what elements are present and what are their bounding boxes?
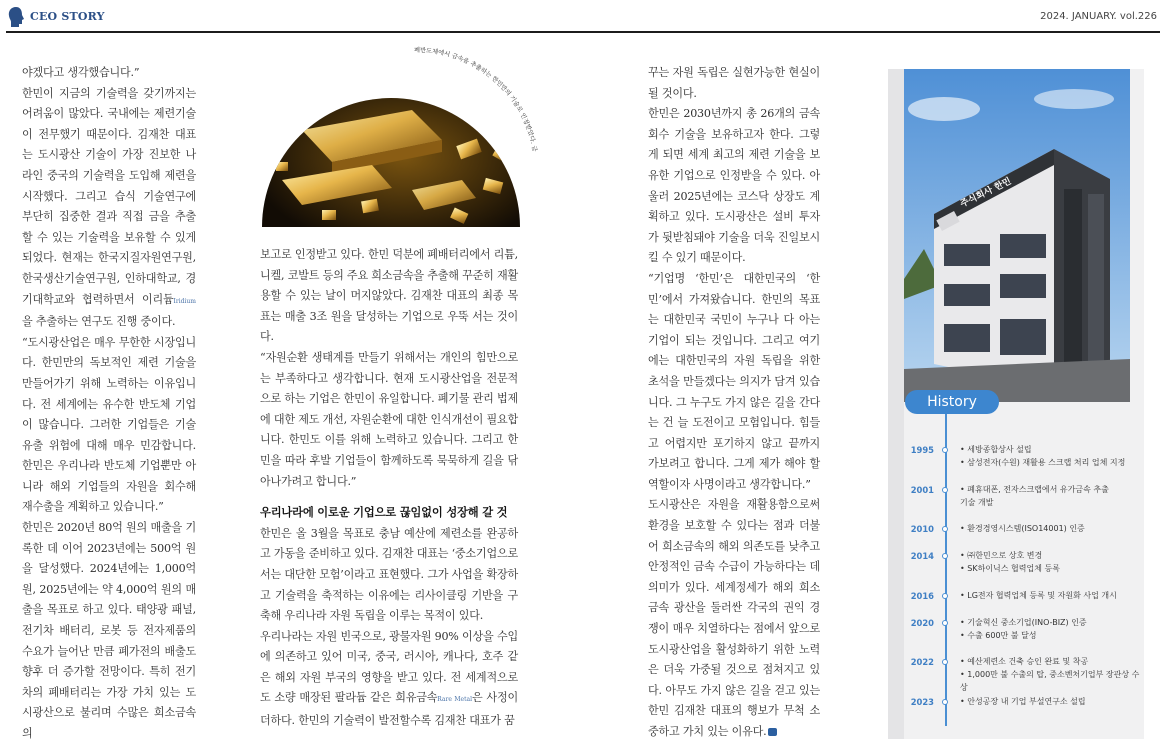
timeline-dot [942,526,948,532]
paragraph: 야겠다고 생각했습니다.” [22,66,140,79]
timeline-year: 2023 [910,697,934,707]
article-column-2 [260,245,518,732]
timeline-events: • ㈜한민으로 상호 변경 • SK하이닉스 협력업체 등록 [960,551,1060,573]
paragraph: 한민은 2020년 80억 원의 매출을 기록한 데 이어 2023년에는 500억 원을 달성했다. 2024년에는 1,000억 원, 2025년에는 약 4,000억 원의 매출을 목표로 하고 있다. 태양광 패널, 전기차 배터리, 로봇 등 전자제품의 수요가 늘어난 만큼 폐가전의 배출도 향후 더 증가할 전망이다. 특히 전기차의 폐배터리는 가장 가치 있는 도시광산으로 불리며 수많은 희소금속의 [22,521,196,740]
history-label: History [905,390,999,414]
photo-caption-text: 폐반도체에서 금속을 추출하는 한민만의 기술로 인정받았다. 금 [413,46,538,153]
paragraph: “기업명 ‘한민’은 대한민국의 ‘한민’에서 가져왔습니다. 한민의 목표는 대한민국 국민이 누구나 다 아는 기업이 되는 것입니다. 그리고 여기에는 대한민국의 자원 독립을 위한 초석을 만들겠다는 의지가 담겨 있습니다. 그 누구도 가지 않은 길을 간다는 건 늘 도전이고 모험입니다. 힘들고 어렵지만 포기하지 않고 끝까지 가보려고 합니다. 그게 제가 해야 할 역할이자 사명이라고 생각합니다.” [648,271,820,491]
timeline-year: 2022 [910,657,934,667]
paragraph: 보고로 인정받고 있다. 한민 덕분에 폐배터리에서 리튬, 니켈, 코발트 등의 주요 희소금속을 추출해 꾸준히 재활용할 수 있는 날이 머지않았다. 김재찬 대표의 최종 목표는 매출 3조 원을 달성하는 기업으로 우뚝 서는 것이다. [260,248,518,344]
timeline-events: • 환경경영시스템(ISO14001) 인증 [960,524,1085,533]
timeline-events: • 안성공장 내 기업 부설연구소 설립 [960,697,1086,706]
gloss-iridium: Iridium [173,297,196,305]
timeline-dot [942,553,948,559]
paragraph: 한민은 2030년까지 총 26개의 금속 회수 기술을 보유하고자 한다. 그렇게 되면 세계 최고의 제련 기술을 보유한 기업으로 인정받을 수 있다. 아울러 2025년에는 코스닥 상장도 계획하고 있다. 도시광산은 설비 투자가 뒷받침돼야 기술을 더욱 진일보시킬 수 있기 때문이다. [648,107,820,265]
paragraph: “도시광산업은 매우 무한한 시장입니다. 한민만의 독보적인 제련 기술을 만들어가기 위해 노력하는 이유입니다. 전 세계에는 유수한 반도체 기업이 많습니다. 그러한 기업들은 기술 유출 위험에 대해 매우 민감합니다. 한민은 우리나라 반도체 기업뿐만 아니라 해외 기업들의 자원을 회수해 재수출을 계획하고 있습니다.” [22,335,196,514]
timeline-year: 2010 [910,524,934,534]
paragraph: 우리나라는 자원 빈국으로, 광물자원 90% 이상을 수입에 의존하고 있어 미국, 중국, 러시아, 캐나다, 호주 같은 해외 자원 부국의 영향을 받고 있다. 전 세계적으로도 소량 매장된 팔라듐 같은 희유금속Rare Metal은 사정이 더하다. 한민의 기술력이 발전할수록 김재찬 대표가 꿈 [260,629,518,728]
timeline-dot [942,447,948,453]
svg-text:폐반도체에서 금속을 추출하는 한민만의 기술로 인정받았다 [414,46,539,152]
paragraph: 한민은 올 3월을 목표로 충남 예산에 제련소를 완공하고 가동을 준비하고 있다. 김재찬 대표는 ‘중소기업으로서는 대단한 모험’이라고 표현했다. 그가 사업을 확장하고 기술력을 축적하는 이유에는 리사이클링 기반을 구축해 우리나라 자원 독립을 이루는 목적이 있다. [260,526,518,623]
timeline-year: 2001 [910,485,934,495]
paragraph: 한민이 지금의 기술력을 갖기까지는 어려움이 많았다. 국내에는 제련기술이 전무했기 때문이다. 김재찬 대표는 도시광산 기술이 가장 진보한 나라인 중국의 기술력을 도입해 제련을 시작했다. 그리고 습식 기술연구에 부단히 집중한 결과 직접 금을 추출할 수 있는 기술력을 보유할 수 있게 되었다. 현재는 한국지질자원연구원, 한국생산기술연구원, 인하대학교, 경기대학교와 협력하면서 이리듐Iridium을 추출하는 연구도 진행 중이다. [22,86,196,329]
section-subheading: 우리나라에 이로운 기업으로 끊임없이 성장해 갈 것 [260,506,508,520]
ceo-profile-icon [6,6,26,28]
issue-info: 2024. JANUARY. vol.226 [1040,11,1157,22]
end-mark-icon [768,728,777,736]
sidebar-edge [888,69,904,739]
timeline-year: 2014 [910,551,934,561]
section-title: CEO STORY [30,10,105,23]
company-building-photo [904,69,1130,402]
timeline-year: 2016 [910,591,934,601]
timeline-events: • 폐휴대폰, 전자스크랩에서 유가금속 추출 기술 개발 [960,485,1109,507]
timeline-events: • LG전자 협력업체 등록 및 자원화 사업 개시 [960,591,1117,600]
article-column-1 [22,63,196,745]
timeline-year: 1995 [910,445,934,455]
timeline-events: • 예산제련소 건축 승인 완료 및 착공 • 1,000만 불 수출의 탑, 중소벤처기업부 장관상 수상 [960,657,1140,692]
timeline-events: • 기술혁신 중소기업(INO-BIZ) 인증 • 수출 600만 불 달성 [960,618,1087,640]
timeline-year: 2020 [910,618,934,628]
timeline-dot [942,699,948,705]
timeline-dot [942,659,948,665]
timeline-dot [942,593,948,599]
paragraph: 꾸는 자원 독립은 실현가능한 현실이 될 것이다. [648,66,820,100]
article-column-3 [648,63,820,743]
header-rule [6,31,1160,33]
paragraph: 도시광산은 자원을 재활용함으로써 환경을 보호할 수 있다는 점과 더불어 희소금속의 해외 의존도를 낮추고 안정적인 금속 수급이 가능하다는 데 의미가 있다. 세계정세가 해외 희소금속 광산을 둘러싼 각국의 권익 경쟁이 매우 치열하다는 점에서 앞으로 도시광산업을 활성화하기 위한 노력은 더욱 가중될 것으로 점쳐지고 있다. 아무도 가지 않은 길을 걷고 있는 한민 김재찬 대표의 행보가 무척 소중하고 가치 있는 이유다. [648,498,820,738]
page-header [0,0,1165,34]
timeline-events: • 세방종합상사 설립 • 삼성전자(수원) 재활용 스크랩 처리 업체 지정 [960,445,1126,467]
timeline-dot [942,487,948,493]
timeline-dot [942,620,948,626]
timeline-line [945,414,947,726]
paragraph: “자원순환 생태계를 만들기 위해서는 개인의 힘만으로는 부족하다고 생각합니다. 현재 도시광산업을 전문적으로 하는 기업은 한민이 유일합니다. 폐기물 관리 법제에 대한 제도 개선, 자원순환에 대한 인식개선이 필요합니다. 한민도 이를 위해 노력하고 있습니다. 그리고 한민을 따라 후발 기업들이 함께하도록 묵묵하게 길을 닦아나가려고 합니다.” [260,350,518,488]
photo-caption [400,46,550,186]
gloss-rare-metal: Rare Metal [437,696,473,704]
building-sign: 주식회사 한민 [958,176,1014,210]
